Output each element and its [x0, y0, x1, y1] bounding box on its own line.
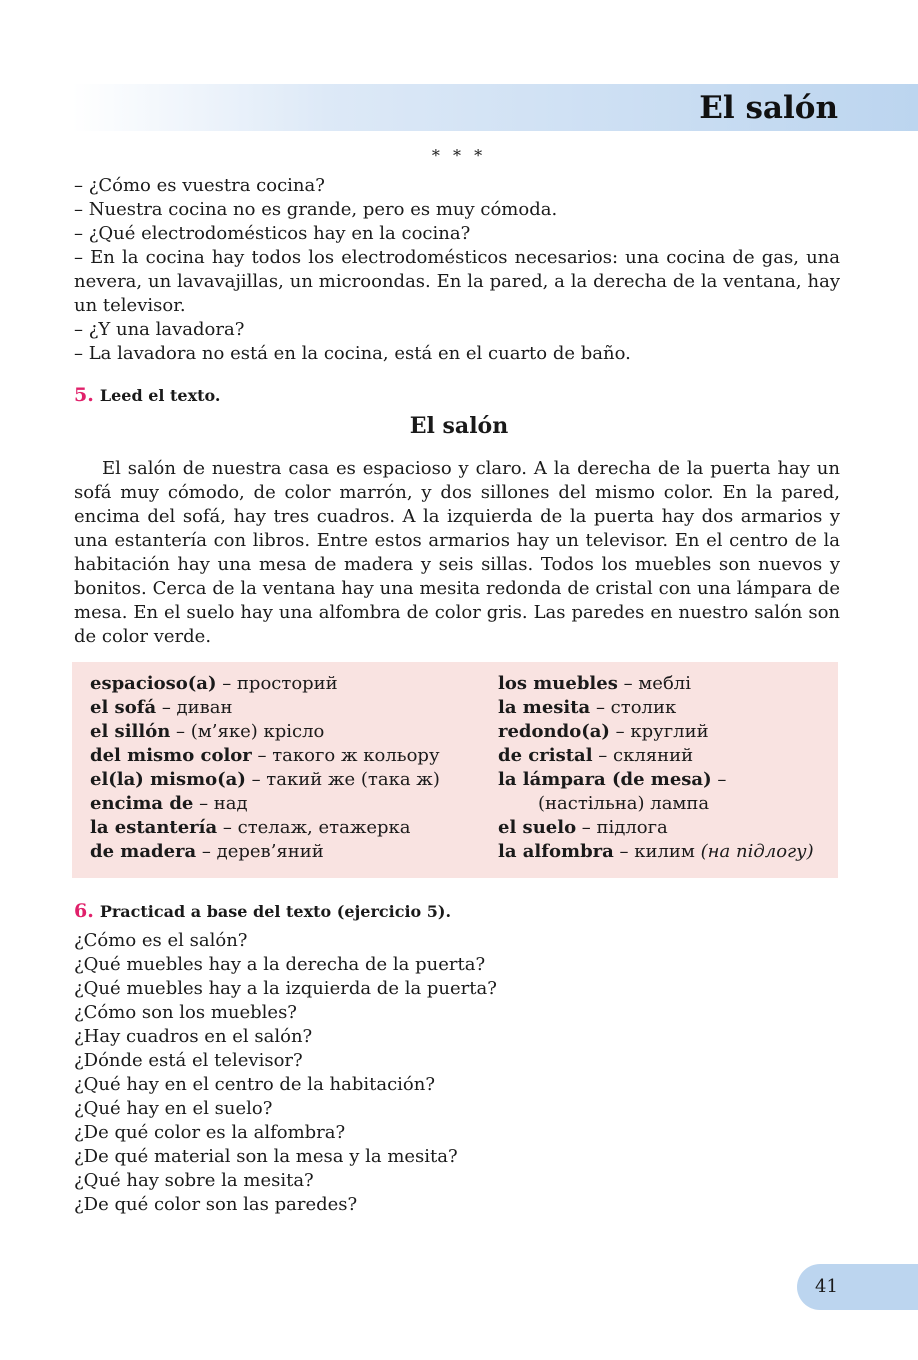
reading-text	[74, 457, 840, 649]
question-item: ¿De qué material son la mesa y la mesita?	[74, 1146, 458, 1167]
vocab-entry: el suelo – підлога	[498, 817, 668, 838]
vocabulary-column-right	[498, 672, 838, 864]
dialog-separator: * * *	[431, 146, 487, 165]
exercise-number: 6.	[74, 900, 94, 922]
question-item: ¿De qué color es la alfombra?	[74, 1122, 346, 1143]
question-item: ¿Dónde está el televisor?	[74, 1050, 303, 1071]
reading-title: El salón	[409, 413, 509, 439]
vocab-entry: encima de – над	[90, 793, 248, 814]
vocab-entry: redondo(a) – круглий	[498, 721, 709, 742]
exercise-number: 5.	[74, 384, 94, 406]
reading-paragraph: El salón de nuestra casa es espacioso y claro. A la derecha de la puerta hay un sofá muy cómodo, de color marrón, y dos sillones del mismo color. En la pared, encima del sofá, hay tres cuadros. A la izquierda de la puerta hay dos armarios y una estantería con libros. Entre estos armarios hay un televisor. En el centro de la habitación hay una mesa de madera y seis sillas. Todos los muebles son nuevos y bonitos. Cerca de la ventana hay una mesita redonda de cristal con una lámpara de mesa. En el suelo hay una alfombra de color gris. Las paredes en nuestro salón son de color verde.	[74, 458, 840, 647]
vocab-entry: la estantería – стелаж, етажерка	[90, 817, 411, 838]
page-number: 41	[815, 1276, 838, 1297]
exercise-6-heading	[74, 900, 451, 922]
vocab-entry-continuation: (настільна) лампа	[538, 793, 710, 814]
vocab-entry: de madera – дерев’яний	[90, 841, 324, 862]
question-item: ¿Hay cuadros en el salón?	[74, 1026, 313, 1047]
questions-list	[74, 929, 840, 1217]
dialog	[74, 174, 840, 366]
question-item: ¿Qué hay sobre la mesita?	[74, 1170, 314, 1191]
vocab-entry: la mesita – столик	[498, 697, 677, 718]
exercise-instruction: Leed el texto.	[99, 386, 221, 405]
vocab-entry: del mismo color – такого ж кольору	[90, 745, 440, 766]
dialog-line: – La lavadora no está en la cocina, está en el cuarto de baño.	[74, 343, 631, 364]
question-item: ¿Qué hay en el suelo?	[74, 1098, 273, 1119]
question-item: ¿Cómo es el salón?	[74, 930, 248, 951]
dialog-line: – ¿Qué electrodomésticos hay en la cocina?	[74, 223, 471, 244]
dialog-line: – En la cocina hay todos los electrodomésticos necesarios: una cocina de gas, una nevera, un lavavajillas, un microondas. En la pared, a la derecha de la ventana, hay un televisor.	[74, 247, 840, 316]
vocab-entry: el(la) mismo(a) – такий же (така ж)	[90, 769, 440, 790]
question-item: ¿Qué muebles hay a la derecha de la puerta?	[74, 954, 486, 975]
vocab-entry: los muebles – меблі	[498, 673, 691, 694]
vocab-entry: de cristal – скляний	[498, 745, 694, 766]
dialog-line: – Nuestra cocina no es grande, pero es muy cómoda.	[74, 199, 558, 220]
dialog-line: – ¿Y una lavadora?	[74, 319, 245, 340]
vocabulary-box	[72, 662, 838, 878]
dialog-line: – ¿Cómo es vuestra cocina?	[74, 175, 325, 196]
question-item: ¿De qué color son las paredes?	[74, 1194, 358, 1215]
question-item: ¿Qué muebles hay a la izquierda de la puerta?	[74, 978, 497, 999]
vocab-entry: la alfombra – килим (на підлогу)	[498, 841, 814, 862]
vocab-entry: el sofá – диван	[90, 697, 233, 718]
vocabulary-column-left	[90, 672, 490, 864]
exercise-instruction: Practicad a base del texto (ejercicio 5).	[99, 902, 452, 921]
vocab-entry: espacioso(a) – просторий	[90, 673, 338, 694]
vocab-entry: la lámpara (de mesa) –	[498, 769, 727, 790]
page-title: El salón	[699, 90, 838, 126]
question-item: ¿Qué hay en el centro de la habitación?	[74, 1074, 436, 1095]
vocab-entry: el sillón – (м’яке) крісло	[90, 721, 325, 742]
question-item: ¿Cómo son los muebles?	[74, 1002, 297, 1023]
exercise-5-heading	[74, 384, 221, 406]
